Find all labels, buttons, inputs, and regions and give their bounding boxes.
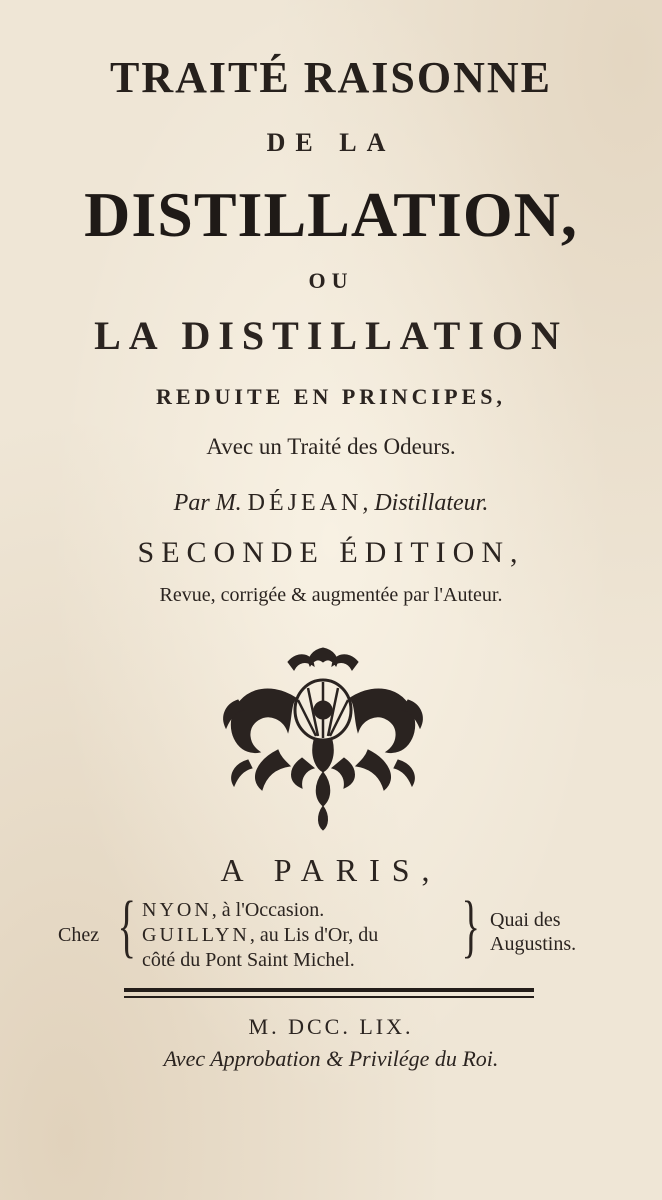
printer-guillyn-line2: côté du Pont Saint Michel.: [142, 949, 355, 971]
right-brace: }: [461, 888, 481, 965]
printer-guillyn-line: [142, 923, 378, 948]
author-line: [0, 490, 662, 517]
title-line-distillation: DISTILLATION,: [84, 179, 578, 250]
printer-guillyn-address: , au Lis d'Or, du: [249, 924, 379, 946]
edition-note: Revue, corrigée & augmentée par l'Auteur.: [159, 584, 503, 606]
edition-label: SECONDE ÉDITION,: [137, 536, 525, 569]
title-line-traite-raisonne: TRAITÉ RAISONNE: [110, 53, 552, 102]
title-line-la-distillation: LA DISTILLATION: [94, 313, 568, 358]
imprint-printers: [142, 898, 378, 973]
title-line-de-la: DE LA: [266, 128, 396, 157]
imprint-quai: [490, 908, 576, 956]
author-prefix: Par M.: [173, 490, 242, 516]
floral-fleuron-icon: [218, 640, 428, 840]
thin-rule: [124, 996, 534, 998]
author-suffix: , Distillateur.: [362, 490, 489, 516]
publication-date: M. DCC. LIX.: [248, 1014, 414, 1039]
subtitle-reduite-en-principes: REDUITE EN PRINCIPES,: [156, 384, 506, 409]
imprint-chez: Chez: [58, 924, 100, 946]
imprint-block: [58, 888, 618, 978]
privilege-line: Avec Approbation & Privilége du Roi.: [163, 1046, 499, 1071]
author-name: DÉJEAN: [247, 490, 363, 516]
printer-nyon-line: [142, 898, 378, 923]
subtitle-traite-des-odeurs: Avec un Traité des Odeurs.: [206, 434, 456, 459]
left-brace: {: [117, 888, 137, 965]
quai-line1: Quai des: [490, 909, 561, 931]
thick-rule: [124, 988, 534, 992]
imprint-place: A PARIS,: [220, 852, 442, 888]
title-line-ou: OU: [308, 268, 354, 293]
quai-line2: Augustins.: [490, 933, 577, 955]
printer-nyon-name: NYON: [142, 899, 212, 921]
printer-guillyn-name: GUILLYN: [142, 924, 250, 946]
printer-nyon-address: , à l'Occasion.: [211, 899, 325, 921]
